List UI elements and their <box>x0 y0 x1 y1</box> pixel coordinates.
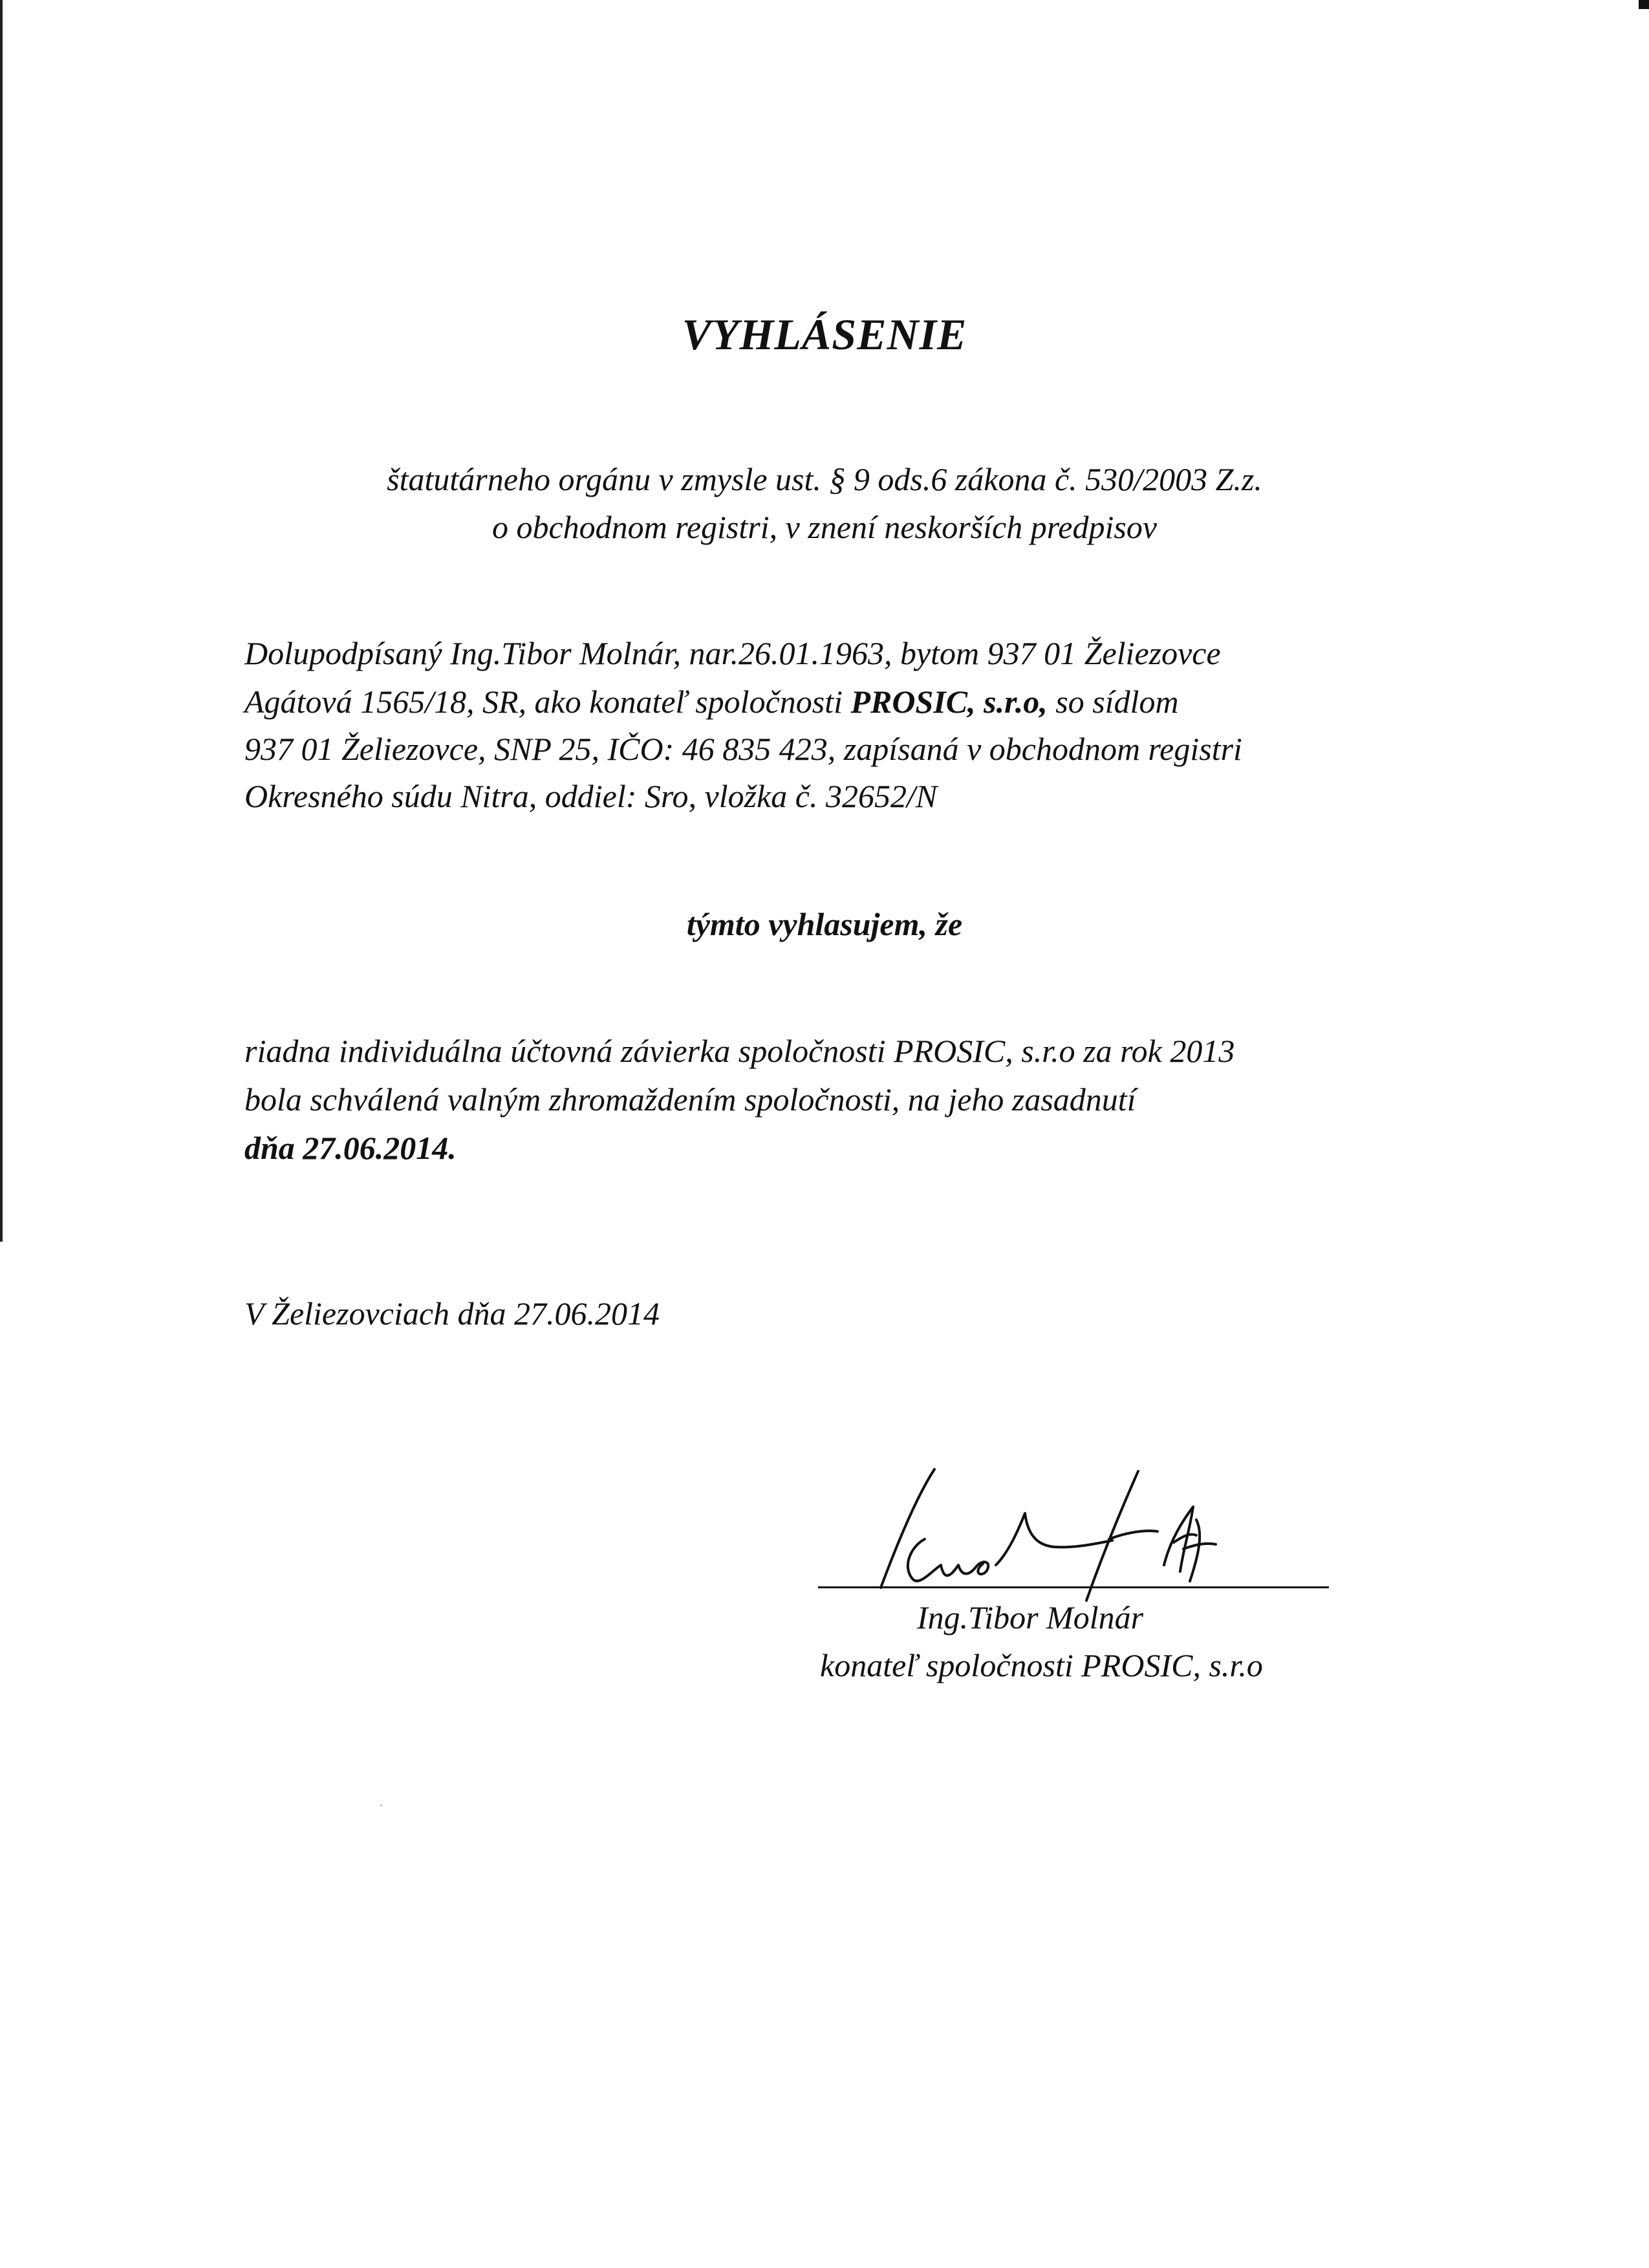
intro-line-1: Dolupodpísaný Ing.Tibor Molnár, nar.26.01.1963, bytom 937 01 Želiezovce <box>244 635 1221 671</box>
scan-edge-corner <box>1639 0 1649 9</box>
signature-line <box>818 1586 1329 1588</box>
body-line-3: dňa 27.06.2014. <box>244 1130 457 1166</box>
intro-line-2-pre: Agátová 1565/18, SR, ako konateľ spoločnosti <box>244 684 851 720</box>
scan-edge-left <box>0 0 3 1242</box>
body-line-2: bola schválená valným zhromaždením spoločnosti, na jeho zasadnutí <box>244 1081 1136 1118</box>
document-title: VYHLÁSENIE <box>682 310 967 359</box>
place-and-date: V Želiezovciach dňa 27.06.2014 <box>244 1295 660 1332</box>
subtitle-line-2: o obchodnom registri, v znení neskorších predpisov <box>491 509 1158 545</box>
company-name: PROSIC, s.r.o, <box>850 684 1048 720</box>
intro-line-3: 937 01 Želiezovce, SNP 25, IČO: 46 835 423, zapísaná v obchodnom registri <box>244 731 1242 767</box>
signatory-role: konateľ spoločnosti PROSIC, s.r.o <box>820 1647 1263 1683</box>
body-line-1: riadna individuálna účtovná závierka spoločnosti PROSIC, s.r.o za rok 2013 <box>244 1033 1235 1069</box>
intro-line-2 <box>244 686 1179 718</box>
signatory-name: Ing.Tibor Molnár <box>917 1599 1144 1636</box>
subtitle-line-1: štatutárneho orgánu v zmysle ust. § 9 ods.6 zákona č. 530/2003 Z.z. <box>387 461 1262 497</box>
scan-speck <box>380 1804 382 1806</box>
intro-line-4: Okresného súdu Nitra, oddiel: Sro, vložka č. 32652/N <box>244 778 938 814</box>
declaration-heading: týmto vyhlasujem, že <box>686 906 963 942</box>
intro-line-2-post: so sídlom <box>1047 684 1179 720</box>
